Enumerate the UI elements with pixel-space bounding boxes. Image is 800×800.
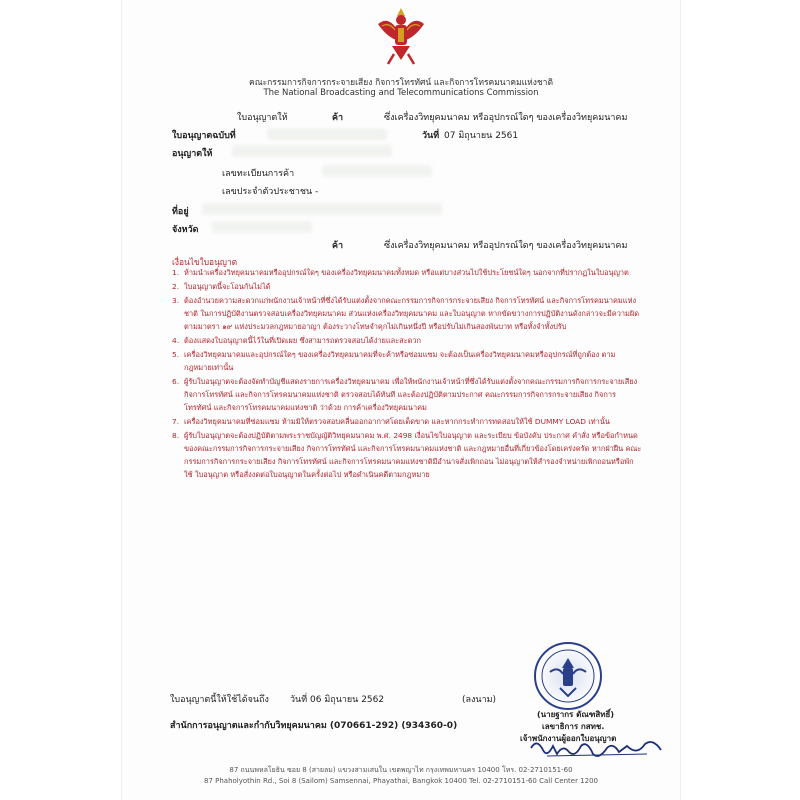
condition-item: 6. ผู้รับใบอนุญาตจะต้องจัดทำบัญชีแสดงรายการเครื่องวิทยุคมนาคม เพื่อให้พนักงานเจ้าหน้าที่ซึ่งได้รับแต่งตั้งจากคณะกรรมการกิจการกระจายเสียง กิจการโทรทัศน์ และกิจการโทรคมนาคมแห่งชาติ ตรวจสอบได้ทันที และต้องปฏิบัติตามประกาศ คณะกรรมการกิจการกระจายเสียง กิจการโทรทัศน์ และกิจการโทรคมนาคมแห่งชาติ ว่าด้วย การค้าเครื่องวิทยุคมนาคม bbox=[172, 377, 638, 412]
issuing-office: สำนักการอนุญาตและกำกับวิทยุคมนาคม (070661-292) (934360-0) bbox=[170, 721, 458, 731]
license-document bbox=[122, 0, 680, 800]
nbtc-seal-icon bbox=[534, 642, 602, 710]
condition-item: 7. เครื่องวิทยุคมนาคมที่ซ่อมแซม ห้ามมิให้ตรวจสอบคลื่นออกอากาศโดยเด็ดขาด และหากกระทำการทดสอบให้ใช้ DUMMY LOAD เท่านั้น bbox=[172, 417, 610, 426]
condition-item: 5. เครื่องวิทยุคมนาคมและอุปกรณ์ใดๆ ของเครื่องวิทยุคมนาคมที่จะค้าหรือซ่อมแซม จะต้องเป็นเครื่องวิทยุคมนาคมหรืออุปกรณ์ที่ถูกต้อง ตามกฎหมายเท่านั้น bbox=[172, 350, 616, 372]
license-type-desc: ซึ่งเครื่องวิทยุคมนาคม หรืออุปกรณ์ใดๆ ของเครื่องวิทยุคมนาคม bbox=[384, 113, 628, 123]
license-type-label: ใบอนุญาตให้ bbox=[237, 113, 288, 123]
validity-date-value: 06 มิถุนายน 2562 bbox=[310, 695, 385, 705]
garuda-emblem-icon bbox=[374, 6, 428, 66]
grantee-label: อนุญาตให้ bbox=[172, 149, 213, 159]
validity-date-label: วันที่ bbox=[290, 695, 308, 705]
redacted-field bbox=[267, 128, 387, 140]
condition-item: 4. ต้องแสดงใบอนุญาตนี้ไว้ในที่เปิดเผย ซึ่งสามารถตรวจสอบได้ง่ายและสะดวก bbox=[172, 336, 421, 345]
redacted-field bbox=[212, 221, 312, 233]
conditions-title: เงื่อนไขใบอนุญาต bbox=[172, 257, 238, 267]
address-label: ที่อยู่ bbox=[172, 207, 189, 217]
org-name-english: The National Broadcasting and Telecommunications Commission bbox=[263, 88, 539, 98]
signatory-role: เจ้าพนักงานผู้ออกใบอนุญาต bbox=[520, 734, 617, 743]
condition-item: 8. ผู้รับใบอนุญาตจะต้องปฏิบัติตามพระราชบัญญัติวิทยุคมนาคม พ.ศ. 2498 เงื่อนไขใบอนุญาต และระเบียบ ข้อบังคับ ประกาศ คำสั่ง หรือข้อกำหนด ของคณะกรรมการกิจการกระจายเสียง กิจการโทรทัศน์ และกิจการโทรคมนาคมแห่งชาติ และกฎหมายอื่นที่เกี่ยวข้องโดยเคร่งครัด หากฝ่าฝืน คณะกรรมการกิจการกระจายเสียง กิจการโทรทัศน์ และกิจการโทรคมนาคมแห่งชาติมีอำนาจสั่งเพิกถอน ไม่อนุญาตให้สำรองจำหน่ายเพิกถอนหรือพักใช้ ใบอนุญาต หรือสั่งงดต่อใบอนุญาตในครั้งต่อไป หรือดำเนินคดีตามกฎหมาย bbox=[172, 431, 642, 479]
license-action: ค้า bbox=[332, 113, 344, 123]
validity-label: ใบอนุญาตนี้ให้ใช้ได้จนถึง bbox=[170, 695, 269, 705]
org-name-thai: คณะกรรมการกิจการกระจายเสียง กิจการโทรทัศน์ และกิจการโทรคมนาคมแห่งชาติ bbox=[249, 78, 553, 88]
trade-reg-label: เลขทะเบียนการค้า bbox=[222, 169, 295, 179]
license-type-desc-2: ซึ่งเครื่องวิทยุคมนาคม หรืออุปกรณ์ใดๆ ของเครื่องวิทยุคมนาคม bbox=[384, 241, 628, 251]
condition-item: 3. ต้องอำนวยความสะดวกแก่พนักงานเจ้าหน้าที่ซึ่งได้รับแต่งตั้งจากคณะกรรมการกิจการกระจายเสียง กิจการโทรทัศน์ และกิจการโทรคมนาคมแห่งชาติ ในการปฏิบัติงานตรวจสอบเครื่องวิทยุคมนาคม ส่วนแห่งเครื่องวิทยุคมนาคม และใบอนุญาต หากขัดขวางการปฏิบัติงานดังกล่าวจะมีความผิด ตามมาตรา ๑๙ แห่งประมวลกฎหมายอาญา ต้องระวางโทษจำคุกไม่เกินหนึ่งปี หรือปรับไม่เกินสองพันบาท หรือทั้งจำทั้งปรับ bbox=[172, 296, 640, 331]
condition-item: 1. ห้ามนำเครื่องวิทยุคมนาคมหรืออุปกรณ์ใดๆ ของเครื่องวิทยุคมนาคมทั้งหมด หรือแต่บางส่วนไปใช้ประโยชน์ใดๆ นอกจากที่ปรากฏในใบอนุญาต bbox=[172, 268, 629, 277]
redacted-field bbox=[202, 203, 442, 215]
province-label: จังหวัด bbox=[172, 225, 199, 235]
sign-label: (ลงนาม) bbox=[462, 695, 497, 705]
condition-item: 2. ใบอนุญาตนี้จะโอนกันไม่ได้ bbox=[172, 282, 271, 291]
license-number-label: ใบอนุญาตฉบับที่ bbox=[172, 131, 236, 141]
redacted-field bbox=[232, 145, 392, 157]
handwritten-signature-icon bbox=[527, 736, 667, 764]
issue-date-value: 07 มิถุนายน 2561 bbox=[444, 131, 519, 141]
signatory-name: (นายฐากร ตัณฑสิทธิ์) bbox=[537, 710, 615, 719]
issue-date-label: วันที่ bbox=[422, 131, 440, 141]
citizen-id-label: เลขประจำตัวประชาชน - bbox=[222, 187, 319, 197]
conditions-list bbox=[172, 266, 642, 482]
redacted-field bbox=[322, 165, 432, 177]
signatory-title: เลขาธิการ กสทช. bbox=[542, 722, 605, 731]
license-action-2: ค้า bbox=[332, 241, 344, 251]
footer-address-english: 87 Phaholyothin Rd., Soi 8 (Sailom) Samsennai, Phayathai, Bangkok 10400 Tel. 02-2710151-60 Call Center 1200 bbox=[203, 777, 598, 785]
footer-address-thai: 87 ถนนพหลโยธิน ซอย 8 (สายลม) แขวงสามเสนใน เขตพญาไท กรุงเทพมหานคร 10400 โทร. 02-2710151-60 bbox=[229, 766, 573, 774]
